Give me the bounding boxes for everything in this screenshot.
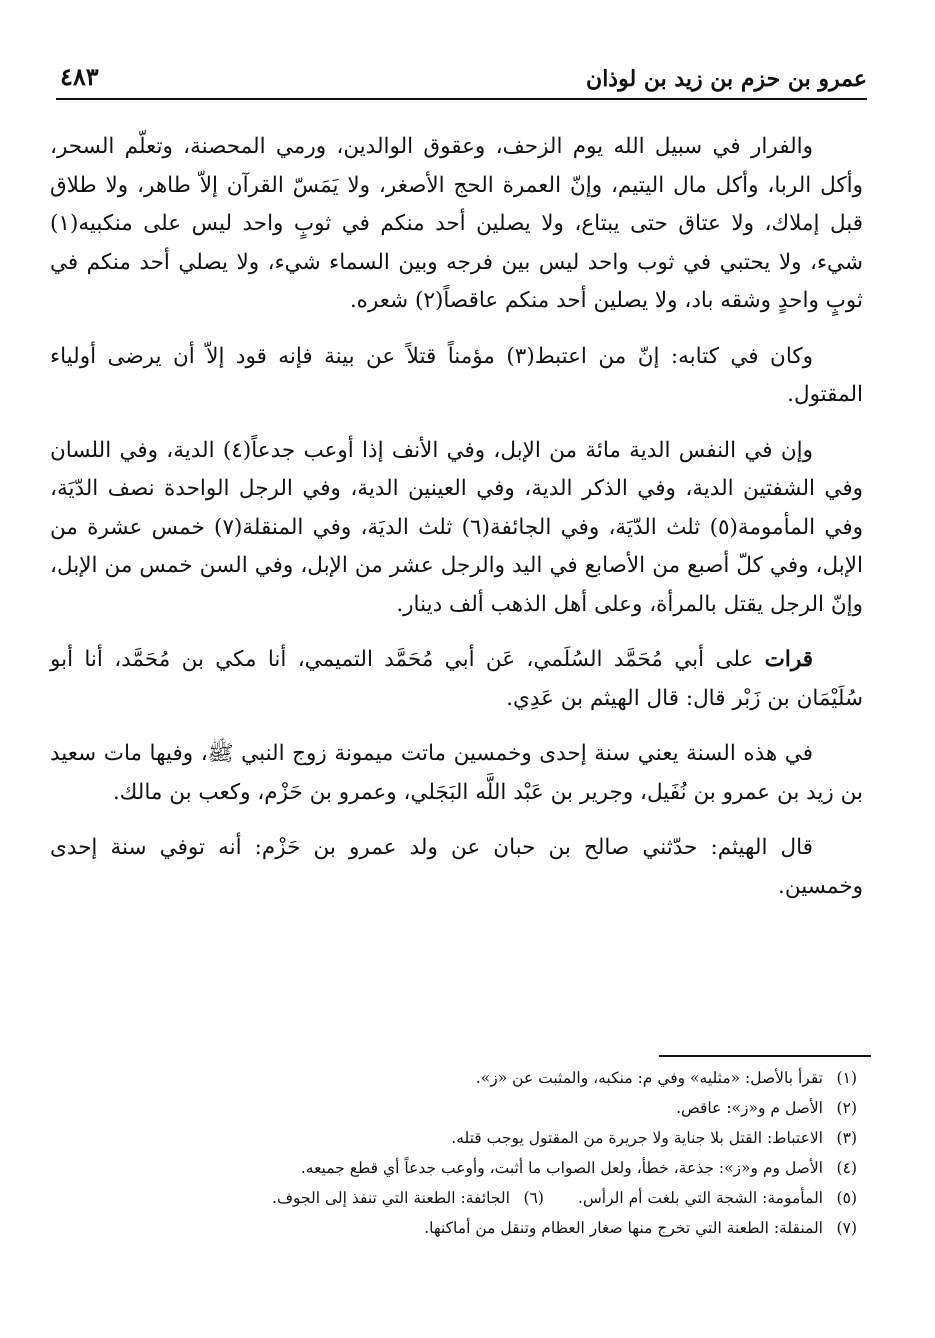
footnote-text: الأصل م و«ز»: عاقص. (676, 1099, 823, 1117)
paragraph-4 (50, 641, 863, 718)
footnote-7 (60, 1213, 857, 1243)
footnote-number: (٢) (836, 1099, 857, 1117)
paragraph-5: في هذه السنة يعني سنة إحدى وخمسين ماتت ميمونة زوج النبي ﷺ، وفيها مات سعيد بن زيد بن عمرو بن نُفَيل، وجرير بن عَبْد اللَّه البَجَلي، وعمرو بن حَزْم، وكعب بن مالك. (50, 741, 863, 805)
footnote-row-5-6 (60, 1183, 857, 1213)
paragraph-2: وكان في كتابه: إنّ من اعتبط(٣) مؤمناً قتلاً عن بينة فإنه قود إلاّ أن يرضى أولياء المقتول. (50, 343, 863, 407)
footnote-2 (60, 1093, 857, 1123)
footnote-6 (272, 1183, 544, 1213)
paragraph-3: وإن في النفس الدية مائة من الإبل، وفي الأنف إذا أوعب جدعاً(٤) الدية، وفي اللسان وفي الشفتين الدية، وفي الذكر الدية، وفي العينين الدية، وفي الرجل الواحدة نصف الدّيَة، وفي المأمومة(٥) ثلث الدّيَة، وفي الجائفة(٦) ثلث الديَة، وفي المنقلة(٧) خمس عشرة من الإبل، وفي كلّ أصبع من الأصابع في اليد والرجل عشر من الإبل، وفي السن خمس من الإبل، وإنّ الرجل يقتل بالمرأة، وعلى أهل الذهب ألف دينار. (50, 437, 863, 617)
paragraph-4-lead-word: قرات (764, 647, 813, 672)
page-number: ٤٨٣ (60, 62, 99, 91)
footnote-number: (٦) (523, 1189, 544, 1207)
footnote-separator (659, 1055, 871, 1057)
footnote-1 (60, 1063, 857, 1093)
footnote-text: الاعتباط: القتل بلا جناية ولا جريرة من المقتول يوجب قتله. (451, 1129, 823, 1147)
paragraph-4-text: على أبي مُحَمَّد السُلَمي، عَن أبي مُحَمَّد التميمي، أنا مكي بن مُحَمَّد، أنا أبو سُلَيْمَان بن زَبْر قال: قال الهيثم بن عَدِي. (50, 647, 863, 711)
footnote-number: (١) (836, 1069, 857, 1087)
footnote-3 (60, 1123, 857, 1153)
paragraph-1: والفرار في سبيل الله يوم الزحف، وعقوق الوالدين، ورمي المحصنة، وتعلّم السحر، وأكل الربا، وأكل مال اليتيم، وإنّ العمرة الحج الأصغر، ولا يَمَسّ القرآن إلاّ طاهر، ولا طلاق قبل إملاك، ولا عتاق حتى يبتاع، ولا يصلين أحد منكم في ثوبٍ واحد ليس على منكبيه(١) شيء، ولا يحتبي في ثوب واحد ليس بين فرجه وبين السماء شيء، ولا يصلي أحد منكم في ثوبٍ واحدٍ وشقه باد، ولا يصلين أحد منكم عاقصاً(٢) شعره. (50, 134, 863, 313)
footnote-text: الجائفة: الطعنة التي تنفذ إلى الجوف. (272, 1189, 510, 1207)
footnote-text: المنقلة: الطعنة التي تخرج منها صغار العظام وتنقل من أماكنها. (424, 1219, 823, 1237)
footnote-number: (٥) (836, 1189, 857, 1207)
footnote-number: (٣) (836, 1129, 857, 1147)
footnote-5 (578, 1183, 857, 1213)
footnote-number: (٤) (836, 1159, 857, 1177)
page-header (56, 52, 867, 100)
running-title: عمرو بن حزم بن زيد بن لوذان (586, 66, 867, 92)
footnote-text: الأصل وم و«ز»: جذعة، خطأ، ولعل الصواب ما أثبت، وأوعب جدعاً أي قطع جميعه. (300, 1159, 823, 1177)
footnote-text: تقرأ بالأصل: «مثليه» وفي م: منكبه، والمثبت عن «ز». (475, 1069, 823, 1087)
main-text (50, 128, 863, 923)
footnote-text: المأمومة: الشجة التي بلغت أم الرأس. (577, 1189, 823, 1207)
footnotes (60, 1063, 857, 1243)
footnote-number: (٧) (836, 1219, 857, 1237)
footnote-4 (60, 1153, 857, 1183)
paragraph-6: قال الهيثم: حدّثني صالح بن حبان عن ولد عمرو بن حَزْم: أنه توفي سنة إحدى وخمسين. (50, 835, 863, 899)
